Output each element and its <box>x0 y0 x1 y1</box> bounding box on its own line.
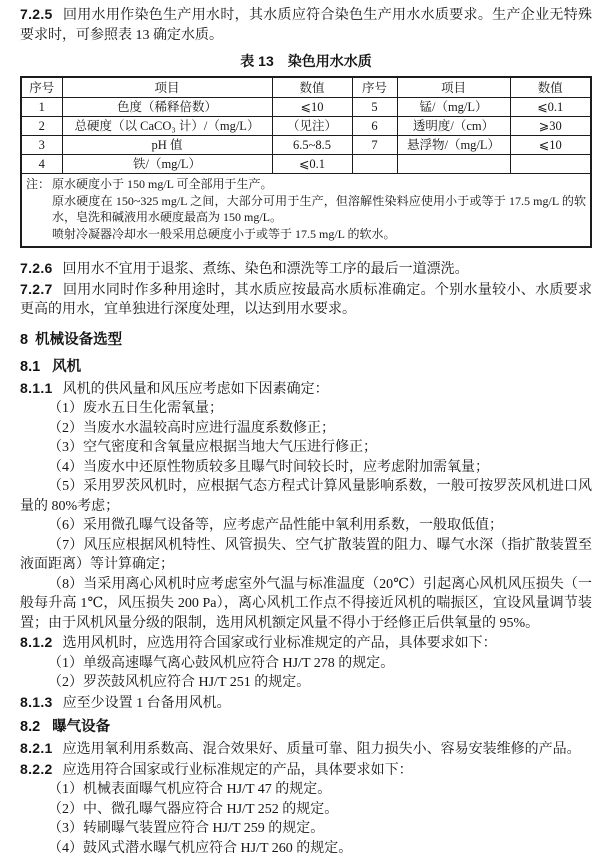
cell-seq: 3 <box>21 136 62 155</box>
list-item-8-1-2-2: （2）罗茨鼓风机应符合 HJ/T 251 的规定。 <box>20 673 592 693</box>
table-note-cell <box>21 174 591 248</box>
list-item-8-1-2-1: （1）单级高速曝气离心鼓风机应符合 HJ/T 278 的规定。 <box>20 654 592 674</box>
list-item-8-2-2-3: （3）转刷曝气装置应符合 HJ/T 259 的规定。 <box>20 819 592 839</box>
cell-value: ⩽10 <box>510 136 591 155</box>
note-line: 喷射冷凝器冷却水一般采用总硬度小于或等于 17.5 mg/L 的软水。 <box>52 226 586 243</box>
cell-seq: 1 <box>21 98 62 117</box>
col-header: 项目 <box>62 77 272 98</box>
clause-number: 7.2.6 <box>20 260 53 276</box>
col-header: 数值 <box>272 77 352 98</box>
heading-number: 8.2 <box>20 719 40 735</box>
clause-text: 回用水同时作多种用途时，其水质应按最高水质标准确定。个别水量较小、水质要求更高的用水，宜单独进行深度处理，以达到用水要求。 <box>20 283 592 318</box>
clause-number: 8.1.1 <box>20 380 53 396</box>
heading-title: 机械设备选型 <box>35 332 122 348</box>
cell-item: pH 值 <box>62 136 272 155</box>
table-note-row <box>21 174 591 248</box>
cell-item: 总硬度（以 CaCO₃ 计）/（mg/L） <box>62 117 272 136</box>
heading-8 <box>20 330 592 350</box>
list-item-8-1-1-8: （8）当采用离心风机时应考虑室外气温与标准温度（20℃）引起离心风机风压损失（一般每升高 1℃，风压损失 200 Pa），离心风机工作点不得接近风机的喘振区，宜设风量调节装置；由于风机风量分级的限制，选用风机额定风量不得小于经修正后供氧量的 95%。 <box>20 575 592 634</box>
note-line: 原水硬度在 150~325 mg/L 之间，大部分可用于生产，但溶解性染料应使用小于或等于 17.5 mg/L 的软水，皂洗和碱液用水硬度最高为 150 mg/L。 <box>52 193 586 226</box>
cell-value: ⩽10 <box>272 98 352 117</box>
cell-item: 锰/（mg/L） <box>397 98 510 117</box>
cell-seq: 5 <box>352 98 397 117</box>
list-item-8-2-2-2: （2）中、微孔曝气器应符合 HJ/T 252 的规定。 <box>20 800 592 820</box>
table-row <box>21 136 591 155</box>
clause-number: 8.2.2 <box>20 761 53 777</box>
cell-seq: 6 <box>352 117 397 136</box>
heading-title: 曝气设备 <box>52 719 110 735</box>
clause-8-1-3 <box>20 693 592 714</box>
clause-number: 7.2.5 <box>20 6 53 22</box>
clause-text: 应选用符合国家或行业标准规定的产品，具体要求如下： <box>63 763 413 778</box>
clause-7-2-5 <box>20 5 592 45</box>
list-item-8-1-1-5: （5）采用罗茨风机时，应根据气态方程式计算风量影响系数，一般可按罗茨风机进口风量的 80%考虑； <box>20 477 592 516</box>
table-row <box>21 155 591 174</box>
cell-seq: 7 <box>352 136 397 155</box>
list-item-8-1-1-2: （2）当废水水温较高时应进行温度系数修正； <box>20 419 592 439</box>
cell-item: 悬浮物/（mg/L） <box>397 136 510 155</box>
clause-text: 选用风机时，应选用符合国家或行业标准规定的产品，具体要求如下： <box>63 636 497 651</box>
clause-text: 回用水用作染色生产用水时，其水质应符合染色生产用水水质要求。生产企业无特殊要求时，可参照表 13 确定水质。 <box>20 8 592 43</box>
clause-8-2-1 <box>20 739 592 760</box>
cell-value: 6.5~8.5 <box>272 136 352 155</box>
list-item-8-1-1-3: （3）空气密度和含氧量应根据当地大气压进行修正； <box>20 438 592 458</box>
list-item-8-2-2-1: （1）机械表面曝气机应符合 HJ/T 47 的规定。 <box>20 780 592 800</box>
col-header: 项目 <box>397 77 510 98</box>
cell-item: 透明度/（cm） <box>397 117 510 136</box>
heading-title: 风机 <box>52 359 81 375</box>
cell-value: ⩾30 <box>510 117 591 136</box>
table-header-row <box>21 77 591 98</box>
clause-number: 8.1.3 <box>20 694 53 710</box>
list-item-8-1-1-6: （6）采用微孔曝气设备等，应考虑产品性能中氧利用系数，一般取低值； <box>20 516 592 536</box>
clause-text: 应选用氧利用系数高、混合效果好、质量可靠、阻力损失小、容易安装维修的产品。 <box>63 742 581 757</box>
cell-seq: 2 <box>21 117 62 136</box>
clause-8-1-1 <box>20 379 592 400</box>
clause-text: 应至少设置 1 台备用风机。 <box>63 696 231 711</box>
cell-seq: 4 <box>21 155 62 174</box>
table-row <box>21 117 591 136</box>
clause-7-2-7 <box>20 280 592 320</box>
clause-7-2-6 <box>20 259 592 280</box>
heading-number: 8.1 <box>20 359 40 375</box>
clause-8-1-2 <box>20 633 592 654</box>
heading-8-2 <box>20 717 592 737</box>
note-label: 注： <box>26 176 50 193</box>
table-13-title: 表 13 染色用水水质 <box>20 52 592 71</box>
col-header: 数值 <box>510 77 591 98</box>
note-line: 原水硬度小于 150 mg/L 可全部用于生产。 <box>52 176 586 193</box>
heading-number: 8 <box>20 332 28 348</box>
list-item-8-2-2-4: （4）鼓风式潜水曝气机应符合 HJ/T 260 的规定。 <box>20 839 592 858</box>
heading-8-1 <box>20 357 592 377</box>
col-header: 序号 <box>21 77 62 98</box>
list-item-8-1-1-1: （1）废水五日生化需氧量； <box>20 399 592 419</box>
table-note <box>22 174 590 246</box>
table-row <box>21 98 591 117</box>
clause-8-2-2 <box>20 760 592 781</box>
clause-number: 8.1.2 <box>20 634 53 650</box>
clause-number: 7.2.7 <box>20 281 53 297</box>
clause-text: 回用水不宜用于退浆、煮练、染色和漂洗等工序的最后一道漂洗。 <box>63 262 469 277</box>
list-item-8-1-1-7: （7）风压应根据风机特性、风管损失、空气扩散装置的阻力、曝气水深（指扩散装置至液面距离）等计算确定； <box>20 536 592 575</box>
col-header: 序号 <box>352 77 397 98</box>
cell-item: 色度（稀释倍数） <box>62 98 272 117</box>
cell-seq <box>352 155 397 174</box>
list-item-8-1-1-4: （4）当废水中还原性物质较多且曝气时间较长时，应考虑附加需氧量； <box>20 458 592 478</box>
cell-value: （见注） <box>272 117 352 136</box>
cell-item <box>397 155 510 174</box>
clause-number: 8.2.1 <box>20 740 53 756</box>
cell-item: 铁/（mg/L） <box>62 155 272 174</box>
cell-value: ⩽0.1 <box>272 155 352 174</box>
cell-value: ⩽0.1 <box>510 98 591 117</box>
table-13 <box>20 76 592 248</box>
clause-text: 风机的供风量和风压应考虑如下因素确定： <box>63 382 329 397</box>
cell-value <box>510 155 591 174</box>
